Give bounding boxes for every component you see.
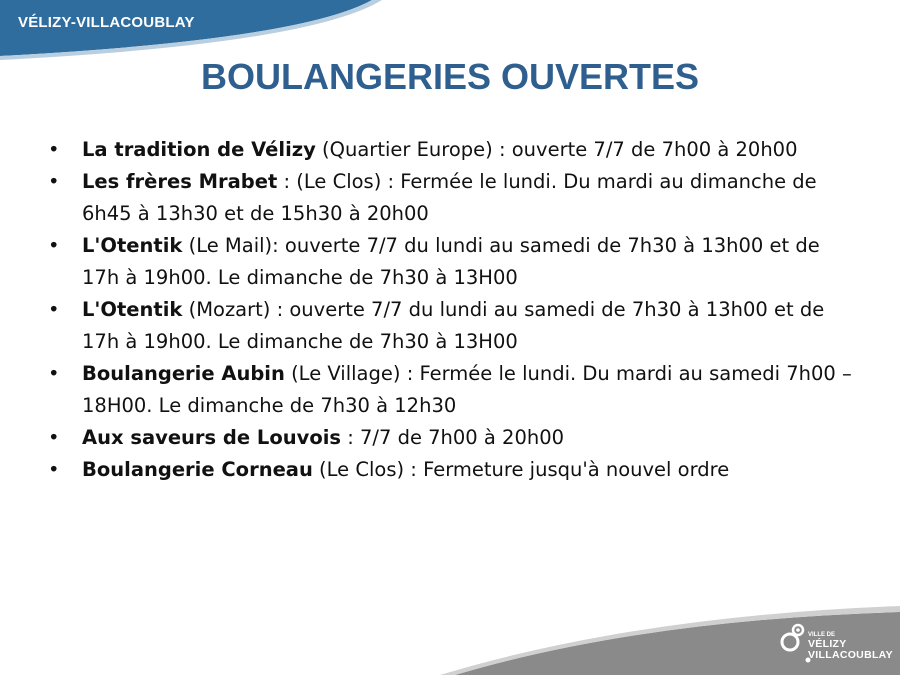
bakery-name: Boulangerie Corneau bbox=[82, 458, 313, 481]
list-item bbox=[48, 422, 863, 454]
list-item bbox=[48, 230, 863, 294]
list-item bbox=[48, 358, 863, 422]
bakery-details: : 7/7 de 7h00 à 20h00 bbox=[341, 426, 565, 449]
list-item bbox=[48, 166, 863, 230]
list-item bbox=[48, 454, 863, 486]
logo-line-2: VÉLIZY bbox=[808, 638, 847, 650]
logo-line-3: VILLACOUBLAY bbox=[808, 649, 893, 661]
logo-text bbox=[808, 632, 893, 661]
bakery-details: (Mozart) : ouverte 7/7 du lundi au samedi de 7h30 à 13h00 et de 17h à 19h00. Le dimanche de 7h30 à 13H00 bbox=[82, 298, 825, 353]
bullet-icon: • bbox=[48, 138, 60, 161]
bullet-icon: • bbox=[48, 362, 60, 385]
bullet-icon: • bbox=[48, 298, 60, 321]
bullet-icon: • bbox=[48, 426, 60, 449]
bakery-details: (Le Mail): ouverte 7/7 du lundi au samedi de 7h30 à 13h00 et de 17h à 19h00. Le dimanche de 7h30 à 13H00 bbox=[82, 234, 820, 289]
bakery-name: La tradition de Vélizy bbox=[82, 138, 316, 161]
list-item bbox=[48, 294, 863, 358]
bakery-list bbox=[48, 134, 863, 486]
bakery-name: Aux saveurs de Louvois bbox=[82, 426, 342, 449]
bakery-details: (Quartier Europe) : ouverte 7/7 de 7h00 à 20h00 bbox=[315, 138, 798, 161]
bullet-icon: • bbox=[48, 458, 60, 481]
bullet-icon: • bbox=[48, 170, 60, 193]
bakery-name: Boulangerie Aubin bbox=[82, 362, 285, 385]
bakery-name: Les frères Mrabet bbox=[82, 170, 278, 193]
city-label: VÉLIZY-VILLACOUBLAY bbox=[18, 14, 195, 31]
list-item bbox=[48, 134, 863, 166]
bullet-icon: • bbox=[48, 234, 60, 257]
bakery-name: L'Otentik bbox=[82, 234, 183, 257]
bakery-details: (Le Village) : Fermée le lundi. Du mardi au samedi 7h00 – 18H00. Le dimanche de 7h30 à 12h30 bbox=[82, 362, 852, 417]
bakery-name: L'Otentik bbox=[82, 298, 183, 321]
bakery-details: (Le Clos) : Fermeture jusqu'à nouvel ordre bbox=[312, 458, 730, 481]
page-title: BOULANGERIES OUVERTES bbox=[200, 56, 700, 97]
logo-line-1: VILLE DE bbox=[808, 632, 836, 638]
bakery-details: : (Le Clos) : Fermée le lundi. Du mardi au dimanche de 6h45 à 13h30 et de 15h30 à 20h00 bbox=[82, 170, 817, 225]
